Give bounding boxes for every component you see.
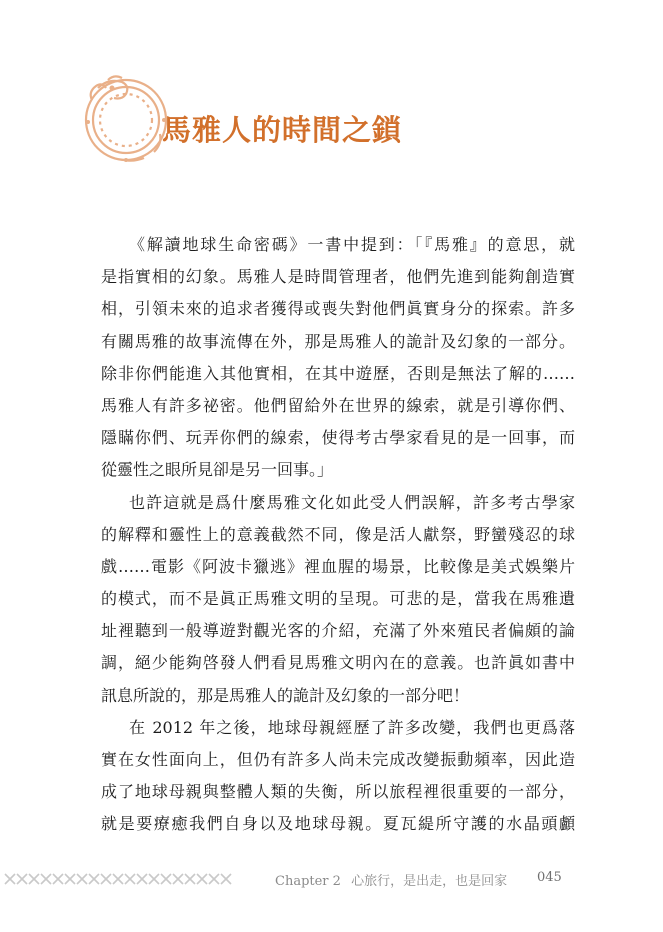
paragraph: [101, 712, 575, 841]
text-line: 實在女性面向上，但仍有許多人尚未完成改變振動頻率，因此造: [101, 750, 575, 769]
text-line: 《解讀地球生命密碼》一書中提到：「『馬雅』的意思，就: [129, 235, 575, 254]
page-number: 045: [537, 870, 562, 885]
body-text: [101, 229, 575, 841]
text-line: 相，引領未來的追求者獲得或喪失對他們眞實身分的探索。許多: [101, 299, 575, 319]
chapter-title: 馬雅人的時間之鎖: [162, 113, 403, 147]
text-line: 也許這就是爲什麼馬雅文化如此受人們誤解，許多考古學家: [129, 492, 575, 512]
footer-chapter-subtitle: 心旅行，是出走，也是回家: [351, 874, 508, 889]
text-line: 是指實相的幻象。馬雅人是時間管理者，他們先進到能夠創造實: [101, 267, 575, 287]
decorative-pattern-icon: [4, 872, 236, 886]
text-line: 址裡聽到一般導遊對觀光客的介紹，充滿了外來殖民者偏頗的論: [101, 621, 575, 641]
text-line: 訊息所說的，那是馬雅人的詭計及幻象的一部分吧！: [101, 685, 470, 705]
footer-chapter-label: Chapter 2: [275, 874, 341, 889]
paragraph: [101, 487, 575, 712]
text-line: 的解釋和靈性上的意義截然不同，像是活人獻祭，野蠻殘忍的球: [101, 524, 575, 544]
text-line: 在 2012 年之後，地球母親經歷了許多改變，我們也更爲落: [129, 717, 575, 737]
running-footer: [275, 870, 513, 889]
mayan-serpent-emblem-icon: [78, 70, 174, 166]
text-line: 的模式，而不是眞正馬雅文明的呈現。可悲的是，當我在馬雅遺: [101, 589, 575, 609]
text-line: 戲……電影《阿波卡獵逃》裡血腥的場景，比較像是美式娛樂片: [101, 556, 575, 576]
text-line: 除非你們能進入其他實相，在其中遊歷，否則是無法了解的……: [101, 363, 575, 383]
page-footer: [0, 870, 663, 890]
text-line: 有關馬雅的故事流傳在外，那是馬雅人的詭計及幻象的一部分。: [101, 331, 575, 351]
text-line: 成了地球母親與整體人類的失衡，所以旅程裡很重要的一部分，: [101, 782, 575, 802]
text-line: 馬雅人有許多祕密。他們留給外在世界的線索，就是引導你們、: [101, 395, 575, 415]
text-line: 隱瞞你們、玩弄你們的線索，使得考古學家看見的是一回事，而: [101, 428, 575, 448]
text-line: 就是要療癒我們自身以及地球母親。夏瓦緹所守護的水晶頭顱: [101, 814, 575, 834]
paragraph: [101, 229, 575, 487]
text-line: 調，絕少能夠啓發人們看見馬雅文明內在的意義。也許眞如書中: [101, 653, 575, 673]
text-line: 從靈性之眼所見卻是另一回事。」: [101, 460, 334, 480]
